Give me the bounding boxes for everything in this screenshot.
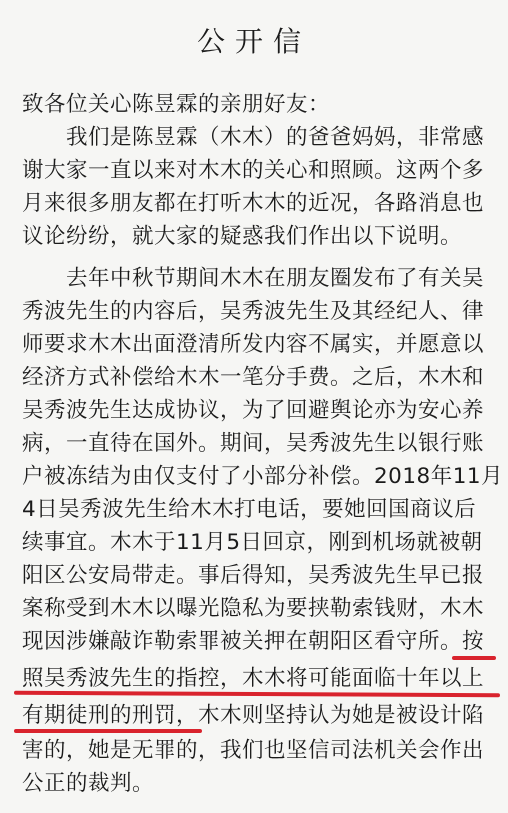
paragraph2-line: 4日吴秀波先生给木木打电话，要她回国商议后 bbox=[22, 497, 477, 522]
paragraph2-line: 阳区公安局带走。事后得知，吴秀波先生早已报 bbox=[22, 563, 485, 588]
paragraph2-line: 案称受到木木以曝光隐私为要挟勒索钱财，木木 bbox=[22, 596, 485, 621]
paragraph2-line: 户被冻结为由仅支付了小部分补偿。2018年11月 bbox=[22, 464, 504, 489]
paragraph2-line: 秀波先生的内容后，吴秀波先生及其经纪人、律 bbox=[22, 299, 485, 324]
paragraph2-line: 经济方式补偿给木木一笔分手费。之后，木木和 bbox=[22, 365, 485, 390]
paragraph2-line: 现因涉嫌敲诈勒索罪被关押在朝阳区看守所。按 bbox=[22, 629, 485, 654]
paragraph2-line: 病，一直待在国外。期间，吴秀波先生以银行账 bbox=[22, 431, 485, 456]
paragraph2-line: 公正的裁判。 bbox=[22, 771, 155, 796]
highlight-underline bbox=[14, 729, 202, 733]
paragraph2-line: 续事宜。木木于11月5日回京，刚到机场就被朝 bbox=[22, 530, 483, 555]
paragraph2-line: 师要求木木出面澄清所发内容不属实，并愿意以 bbox=[22, 332, 485, 357]
paragraph1-line: 谢大家一直以来对木木的关心和照顾。这两个多 bbox=[22, 158, 485, 183]
paragraph2-line: 吴秀波先生达成协议，为了回避舆论亦为安心养 bbox=[22, 398, 485, 423]
paragraph1-line: 我们是陈昱霖（木木）的爸爸妈妈，非常感 bbox=[66, 125, 485, 150]
paragraph2-line: 有期徒刑的刑罚，木木则坚持认为她是被设计陷 bbox=[22, 703, 485, 728]
letter-title: 公开信 bbox=[196, 25, 311, 58]
highlight-underline bbox=[452, 656, 496, 660]
paragraph2-line: 去年中秋节期间木木在朋友圈发布了有关吴 bbox=[66, 266, 485, 291]
paragraph1-line: 议论纷纷，就大家的疑惑我们作出以下说明。 bbox=[22, 224, 463, 249]
paragraph2-line: 害的，她是无罪的，我们也坚信司法机关会作出 bbox=[22, 738, 485, 763]
paragraph1-line: 月来很多朋友都在打听木木的近况，各路消息也 bbox=[22, 191, 485, 216]
salutation: 致各位关心陈昱霖的亲朋好友： bbox=[22, 92, 331, 117]
paragraph2-line: 照吴秀波先生的指控，木木将可能面临十年以上 bbox=[22, 666, 485, 691]
